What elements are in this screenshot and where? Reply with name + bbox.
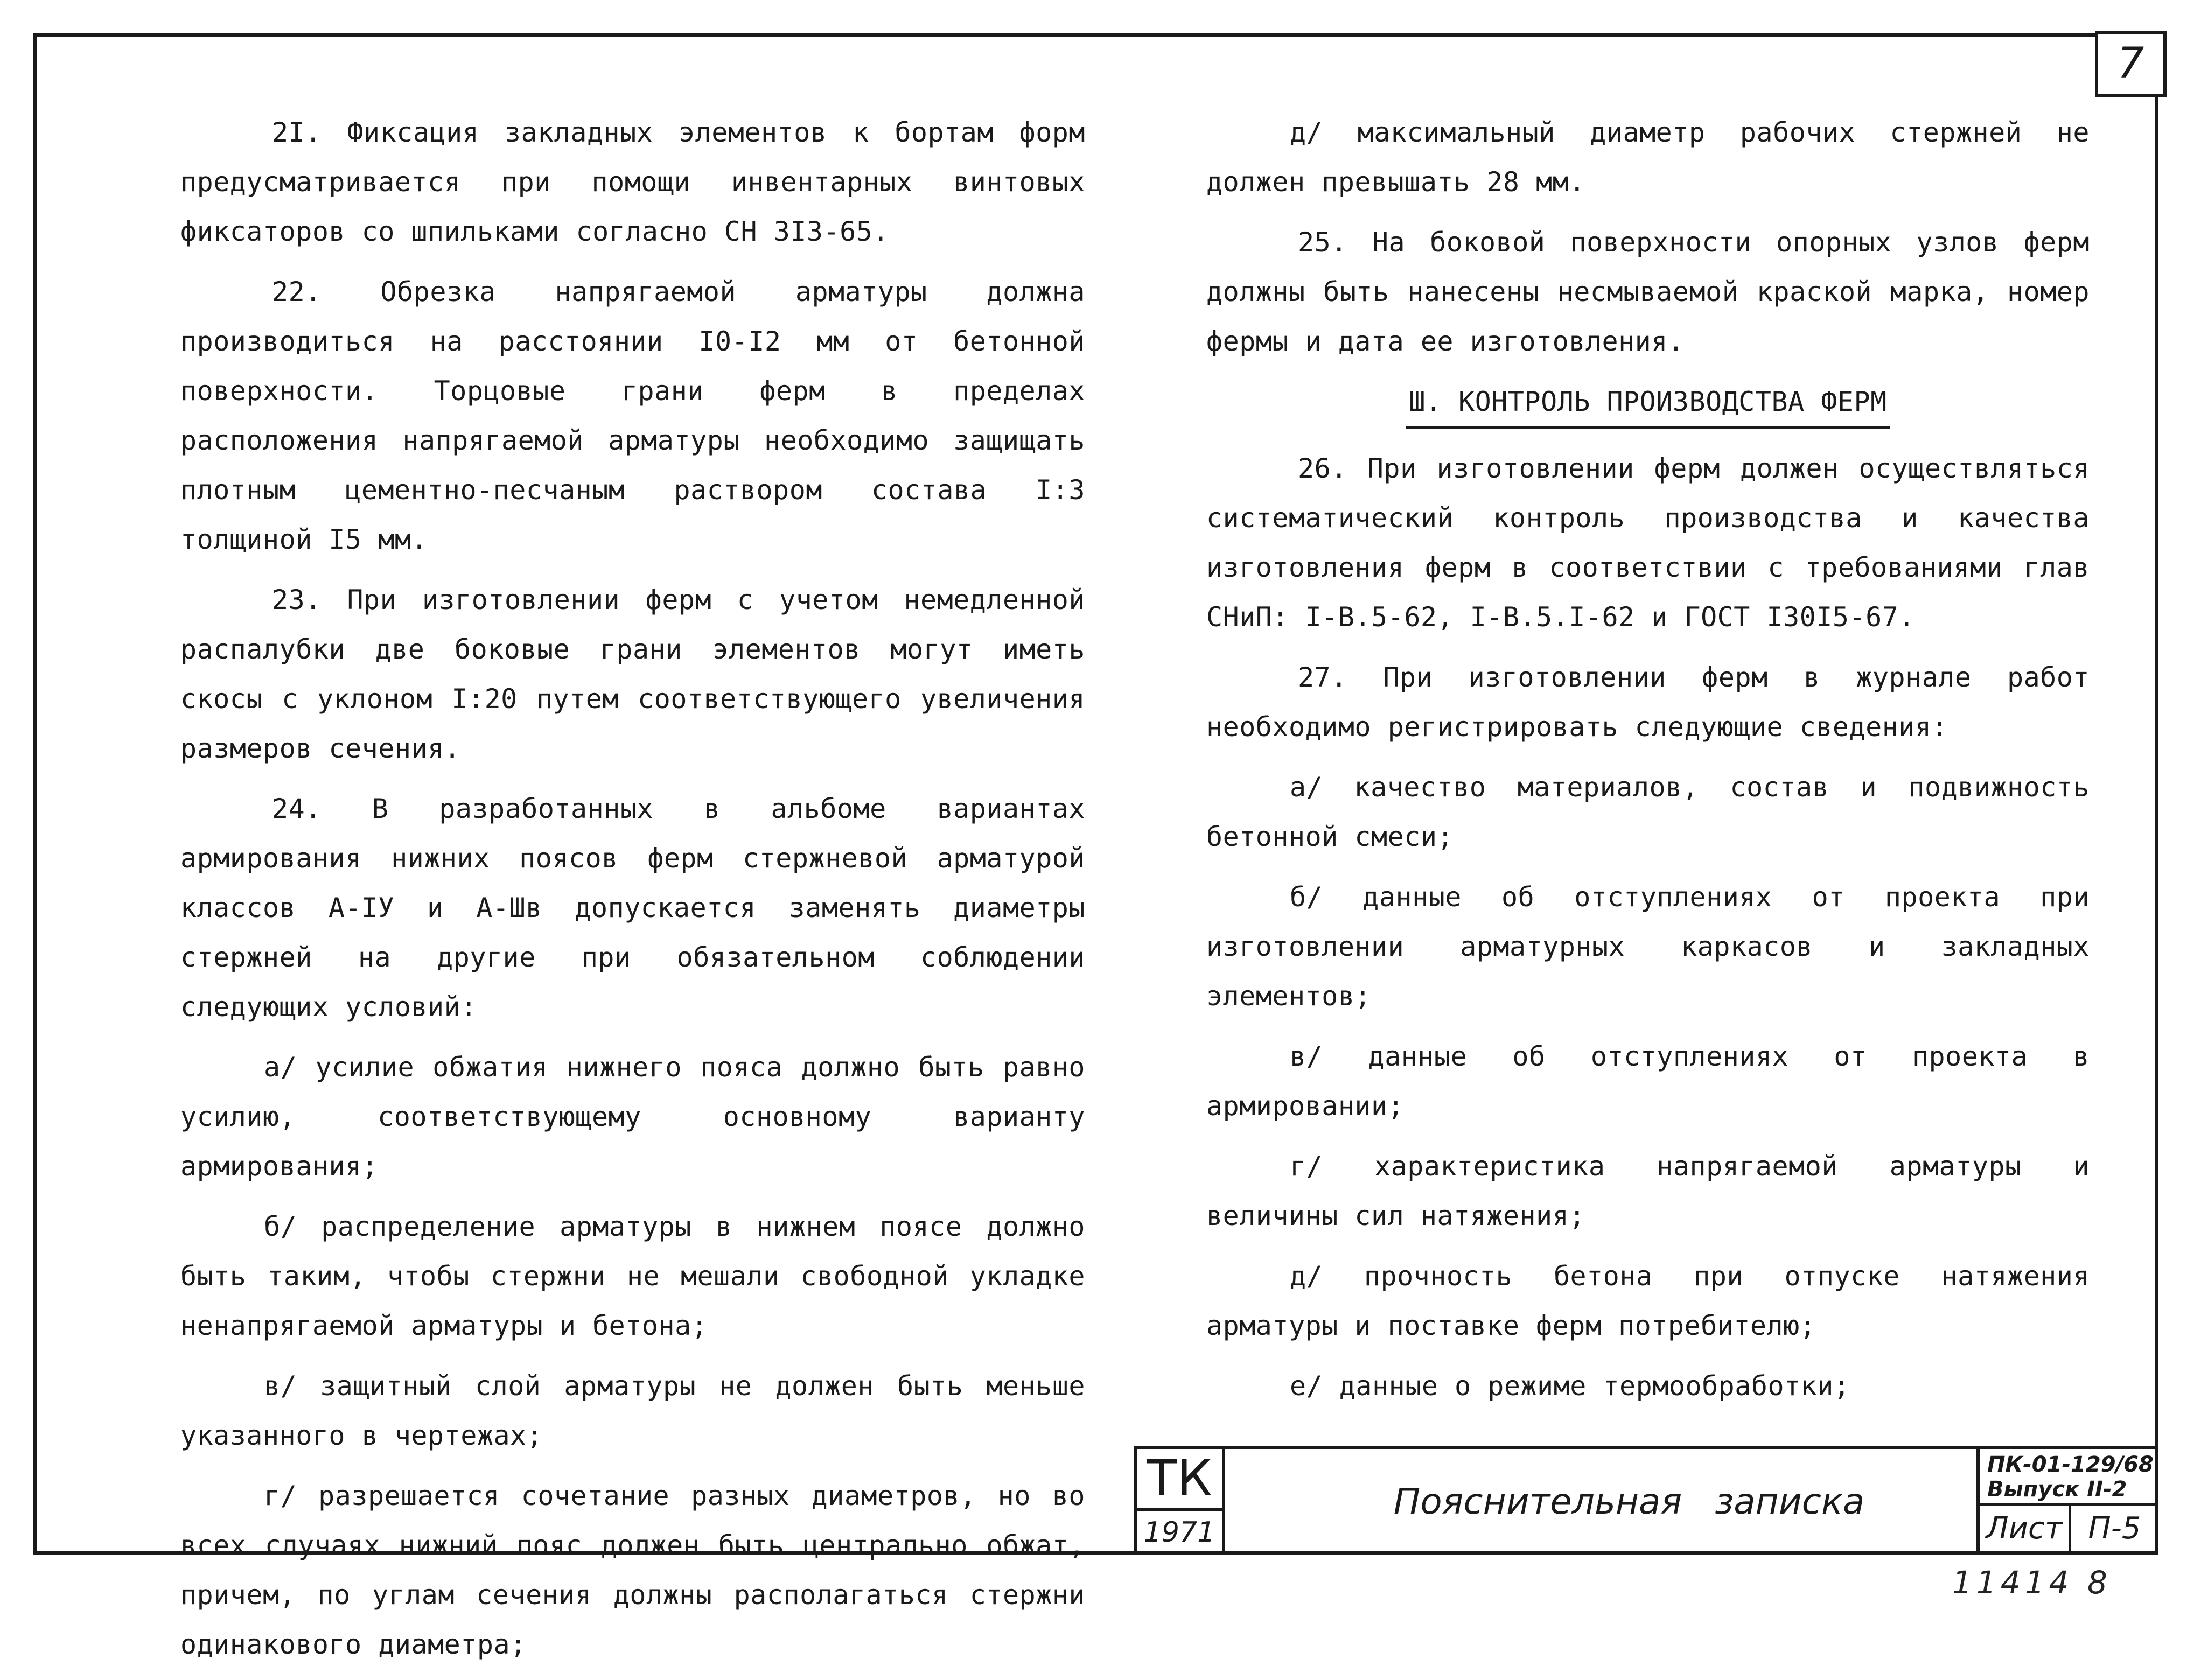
paragraph-27-g: г/ характеристика напрягаемой арматуры и величины сил натяжения; xyxy=(1206,1151,2090,1231)
title-block-sheet-value: П-5 xyxy=(2088,1511,2141,1546)
title-block-code xyxy=(1980,1449,2158,1506)
title-block-code-line1: ПК-01-129/68 xyxy=(1987,1452,2154,1477)
paragraph-24-v: в/ защитный слой арматуры не должен быть меньше указанного в чертежах; xyxy=(180,1370,1085,1451)
paragraph-24: 24. В разработанных в альбоме вариантах армирования нижних поясов ферм стержневой арматурой классов А-IУ и А-Шв допускается заменять диаметры стержней на другие при обязательном соблюдении следующих условий: xyxy=(180,793,1085,1023)
title-block-sheet-row xyxy=(1980,1506,2158,1552)
paragraph-25: 25. На боковой поверхности опорных узлов ферм должны быть нанесены несмываемой краской марка, номер фермы и дата ее изготовления. xyxy=(1206,227,2090,357)
left-column xyxy=(180,108,1085,1680)
paragraph-24-a: а/ усилие обжатия нижнего пояса должно быть равно усилию, соответствующему основному варианту армирования; xyxy=(180,1052,1085,1182)
section-heading-text: Ш. КОНТРОЛЬ ПРОИЗВОДСТВА ФЕРМ xyxy=(1406,380,1890,429)
paragraph-27-v: в/ данные об отступлениях от проекта в армировании; xyxy=(1206,1041,2090,1122)
paragraph-22: 22. Обрезка напрягаемой арматуры должна производиться на расстоянии I0-I2 мм от бетонной поверхности. Торцовые грани ферм в пределах расположения напрягаемой арматуры необходимо защищать плотным цементно-песчаным раствором состава I:3 толщиной I5 мм. xyxy=(180,276,1085,555)
title-block-code-line2: Выпуск II-2 xyxy=(1987,1477,2127,1502)
archive-stamp-number: 11414 8 xyxy=(1952,1564,2112,1601)
paragraph-24-b: б/ распределение арматуры в нижнем поясе должно быть таким, чтобы стержни не мешали свободной укладке ненапрягаемой арматуры и бетона; xyxy=(180,1211,1085,1341)
paragraph-24-g: г/ разрешается сочетание разных диаметров, но во всех случаях нижний пояс должен быть центрально обжат, причем, по углам сечения должны располагаться стержни одинакового диаметра; xyxy=(180,1480,1085,1660)
right-column xyxy=(1206,108,2090,1422)
paragraph-27-a: а/ качество материалов, состав и подвижность бетонной смеси; xyxy=(1206,772,2090,852)
paragraph-23: 23. При изготовлении ферм с учетом немедленной распалубки две боковые грани элементов могут иметь скосы с уклоном I:20 путем соответствующего увеличения размеров сечения. xyxy=(180,584,1085,764)
page-number: 7 xyxy=(2095,31,2167,97)
title-block xyxy=(1134,1446,2158,1555)
title-block-right-cell xyxy=(1976,1449,2158,1555)
title-block-org: ТК xyxy=(1137,1449,1222,1511)
title-block-org-cell xyxy=(1134,1449,1225,1555)
paragraph-27: 27. При изготовлении ферм в журнале работ необходимо регистрировать следующие сведения: xyxy=(1206,662,2090,743)
paragraph-21: 2I. Фиксация закладных элементов к бортам форм предусматривается при помощи инвентарных винтовых фиксаторов со шпильками согласно СН 3I3-65. xyxy=(180,117,1085,247)
paragraph-27-e: е/ данные о режиме термообработки; xyxy=(1290,1370,1850,1402)
paragraph-24-d: д/ максимальный диаметр рабочих стержней не должен превышать 28 мм. xyxy=(1206,117,2090,198)
paragraph-26: 26. При изготовлении ферм должен осуществляться систематический контроль производства и качества изготовления ферм в соответствии с требованиями глав СНиП: I-В.5-62, I-В.5.I-62 и ГОСТ I30I5-67. xyxy=(1206,453,2090,633)
title-block-year: 1971 xyxy=(1143,1516,1215,1549)
section-heading xyxy=(1206,377,2090,429)
title-block-title: Пояснительная записка xyxy=(1393,1481,1865,1522)
title-block-sheet-label: Лист xyxy=(1980,1506,2071,1552)
paragraph-27-d: д/ прочность бетона при отпуске натяжения арматуры и поставке ферм потребителю; xyxy=(1206,1261,2090,1341)
paragraph-27-b: б/ данные об отступлениях от проекта при изготовлении арматурных каркасов и закладных элементов; xyxy=(1206,881,2090,1012)
